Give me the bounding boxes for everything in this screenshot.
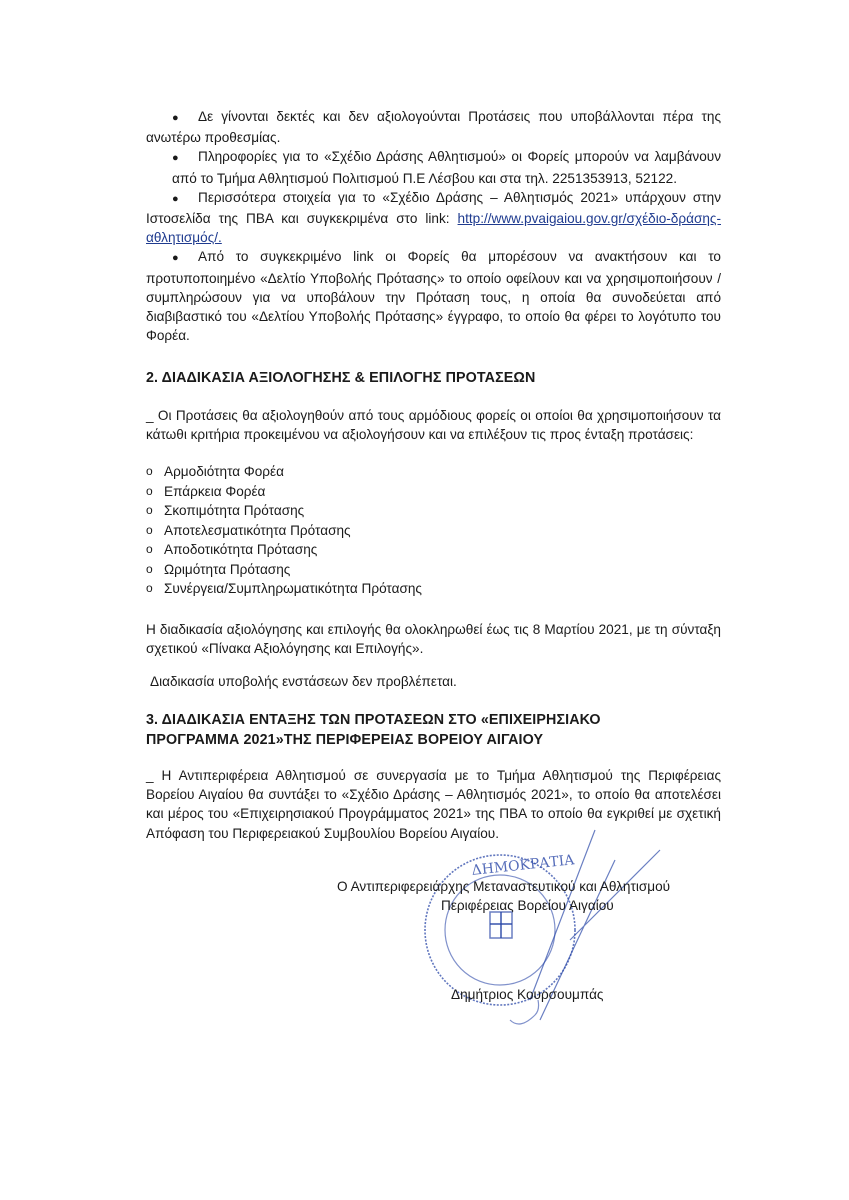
bullet-text: Δε γίνονται δεκτές και δεν αξιολογούνται Προτάσεις που υποβάλλονται πέρα της ανωτέρω προθεσμίας. bbox=[146, 109, 721, 146]
bullet-icon: ● bbox=[172, 192, 179, 205]
bullet-item bbox=[146, 107, 721, 147]
circle-bullet-icon: o bbox=[146, 561, 153, 576]
evaluation-completion-text: Η διαδικασία αξιολόγησης και επιλογής θα ολοκληρωθεί έως τις 8 Μαρτίου 2021, με τη σύνταξη σχετικού «Πίνακα Αξιολόγησης και Επιλογής». bbox=[146, 622, 721, 657]
bullet-item bbox=[146, 147, 721, 187]
signatory-title: Ο Αντιπεριφερειάρχης Μεταναστευτικού και Αθλητισμού Περιφέρειας Βορείου Αιγαίου bbox=[337, 879, 671, 913]
criteria-item: o Επάρκεια Φορέα bbox=[146, 482, 422, 502]
section-3-body: _ Η Αντιπεριφέρεια Αθλητισμού σε συνεργασία με το Τμήμα Αθλητισμού της Περιφέρειας Βορείου Αιγαίου θα συντάξει το «Σχέδιο Δράσης – Αθλητισμός 2021», το οποίο θα αποτελέσει και μέρος του «Επιχειρησιακού Προγράμματος 2021» της ΠΒΑ το οποίο θα εγκριθεί με σχετική Απόφαση του Περιφερειακού Συμβουλίου Βορείου Αιγαίου. bbox=[146, 768, 721, 841]
section-3-heading: 3. ΔΙΑΔΙΚΑΣΙΑ ΕΝΤΑΞΗΣ ΤΩΝ ΠΡΟΤΑΣΕΩΝ ΣΤΟ «ΕΠΙΧΕΙΡΗΣΙΑΚΟ ΠΡΟΓΡΑΜΜΑ 2021»ΤΗΣ ΠΕΡΙΦΕΡΕΙΑΣ ΒΟΡΕΙΟΥ ΑΙΓΑΙΟΥ bbox=[146, 712, 601, 748]
bullet-icon: ● bbox=[172, 252, 179, 265]
website-link[interactable]: http://www.pvaigaiou.gov.gr/σχέδιο-δράσης-αθλητισμός/. bbox=[146, 211, 721, 246]
circle-bullet-icon: o bbox=[146, 464, 153, 478]
criteria-item: o Αρμοδιότητα Φορέα bbox=[146, 462, 422, 482]
bullet-text: Από το συγκεκριμένο link οι Φορείς θα μπορέσουν να ανακτήσουν και το προτυποποιημένο «Δελτίο Υποβολής Πρότασης» το οποίο οφείλουν και να χρησιμοποιήσουν / συμπληρώσουν για να υποβάλουν την Πρόταση τους, η οποία θα συνοδεύεται από διαβιβαστικό του «Δελτίου Υποβολής Πρότασης» έγγραφο, το οποίο θα φέρει το λογότυπο του Φορέα. bbox=[146, 249, 721, 344]
circle-bullet-icon: o bbox=[146, 503, 153, 517]
signatory-name: Δημήτριος Κουρσουμπάς bbox=[451, 987, 604, 1002]
objections-text: Διαδικασία υποβολής ενστάσεων δεν προβλέπεται. bbox=[150, 674, 457, 689]
circle-bullet-icon: o bbox=[146, 483, 153, 498]
criteria-item: o Ωριμότητα Πρότασης bbox=[146, 560, 422, 580]
bullet-icon: ● bbox=[172, 112, 179, 124]
bullet-text: Πληροφορίες για το «Σχέδιο Δράσης Αθλητισμού» οι Φορείς μπορούν να λαμβάνουν από το Τμήμα Αθλητισμού Πολιτισμού Π.Ε Λέσβου και στα τηλ. 2251353913, 52122. bbox=[172, 149, 721, 186]
criteria-item: o Αποδοτικότητα Πρότασης bbox=[146, 540, 422, 560]
section-2-heading: 2. ΔΙΑΔΙΚΑΣΙΑ ΑΞΙΟΛΟΓΗΣΗΣ & ΕΠΙΛΟΓΗΣ ΠΡΟΤΑΣΕΩΝ bbox=[146, 370, 536, 386]
bullet-text: Περισσότερα στοιχεία για το «Σχέδιο Δράσης – Αθλητισμός 2021» υπάρχουν στην Ιστοσελίδα της ΠΒΑ και συγκεκριμένα στο link: bbox=[146, 189, 721, 227]
bullet-item bbox=[146, 188, 721, 248]
circle-bullet-icon: o bbox=[146, 522, 153, 537]
bullet-list bbox=[146, 107, 721, 345]
circle-bullet-icon: o bbox=[146, 542, 153, 556]
bullet-item bbox=[146, 247, 721, 345]
stamp-lettering: ΔΗΜΟΚΡΑΤΙΑ bbox=[470, 852, 576, 879]
criteria-item: o Σκοπιμότητα Πρότασης bbox=[146, 501, 422, 521]
criteria-item: o Συνέργεια/Συμπληρωματικότητα Πρότασης bbox=[146, 579, 422, 599]
criteria-item: o Αποτελεσματικότητα Πρότασης bbox=[146, 521, 422, 541]
official-stamp-icon bbox=[420, 820, 680, 1050]
circle-bullet-icon: o bbox=[146, 581, 153, 595]
section-2-intro: _ Οι Προτάσεις θα αξιολογηθούν από τους αρμόδιους φορείς οι οποίοι θα χρησιμοποιήσουν τα κάτωθι κριτήρια προκειμένου να αξιολογήσουν και να επιλέξουν τις προς ένταξη προτάσεις: bbox=[146, 408, 721, 443]
bullet-icon: ● bbox=[172, 152, 179, 165]
criteria-list bbox=[146, 462, 422, 599]
